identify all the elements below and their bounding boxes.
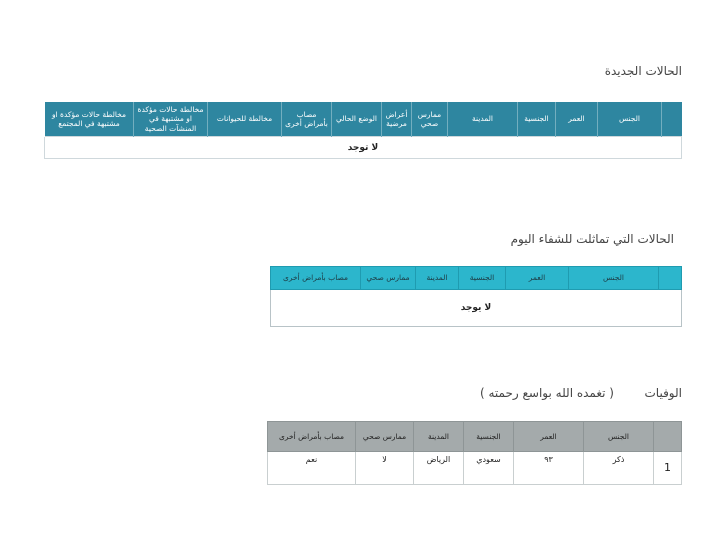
cell-nationality: سعودي [464,452,514,485]
new-cases-title: الحالات الجديدة [604,64,682,78]
empty-message: لا يوجد [271,290,682,327]
cell-other-diseases: نعم [268,452,356,485]
header-nationality: الجنسية [518,102,556,137]
deaths-table [267,421,682,485]
recovering-table [270,266,682,327]
header-other-diseases: مصاب بأمراض أخرى [271,267,361,290]
header-health-worker: ممارس صحي [356,422,414,452]
header-gender: الجنس [598,102,662,137]
header-facility-contact: مخالطة حالات مؤكدة او مشتبهة في المنشآت الصحية [134,102,208,137]
table-row [268,452,682,485]
table-header-row [271,267,682,290]
deaths-subtitle: ( تغمده الله بواسع رحمته ) [479,386,614,400]
header-index [659,267,682,290]
header-other-diseases: مصاب بأمراض أخرى [282,102,332,137]
header-health-worker: ممارس صحي [412,102,448,137]
table-header-row [268,422,682,452]
recovering-title: الحالات التي تماثلت للشفاء اليوم [510,232,674,246]
cell-age: ٩٣ [514,452,584,485]
header-index [654,422,682,452]
header-city: المدينة [416,267,459,290]
header-city: المدينة [414,422,464,452]
header-gender: الجنس [569,267,659,290]
header-other-diseases: مصاب بأمراض أخرى [268,422,356,452]
header-nationality: الجنسية [464,422,514,452]
header-age: العمر [514,422,584,452]
header-health-worker: ممارس صحي [361,267,416,290]
header-age: العمر [506,267,569,290]
cell-city: الرياض [414,452,464,485]
deaths-title: الوفيات [644,386,682,400]
table-header-row [45,102,682,137]
header-nationality: الجنسية [459,267,506,290]
header-age: العمر [556,102,598,137]
header-community-contact: مخالطة حالات مؤكدة او مشتبهة في المجتمع [45,102,134,137]
header-symptoms: أعراض مرضية [382,102,412,137]
table-row [271,290,682,327]
empty-message: لا توجد [45,137,682,159]
new-cases-table [44,102,682,159]
header-gender: الجنس [584,422,654,452]
header-city: المدينة [448,102,518,137]
table-row [45,137,682,159]
header-animal-contact: مخالطة للحيوانات [208,102,282,137]
row-number: 1 [654,452,682,485]
header-current-status: الوضع الحالي [332,102,382,137]
header-index [662,102,682,137]
cell-health-worker: لا [356,452,414,485]
cell-gender: ذكر [584,452,654,485]
